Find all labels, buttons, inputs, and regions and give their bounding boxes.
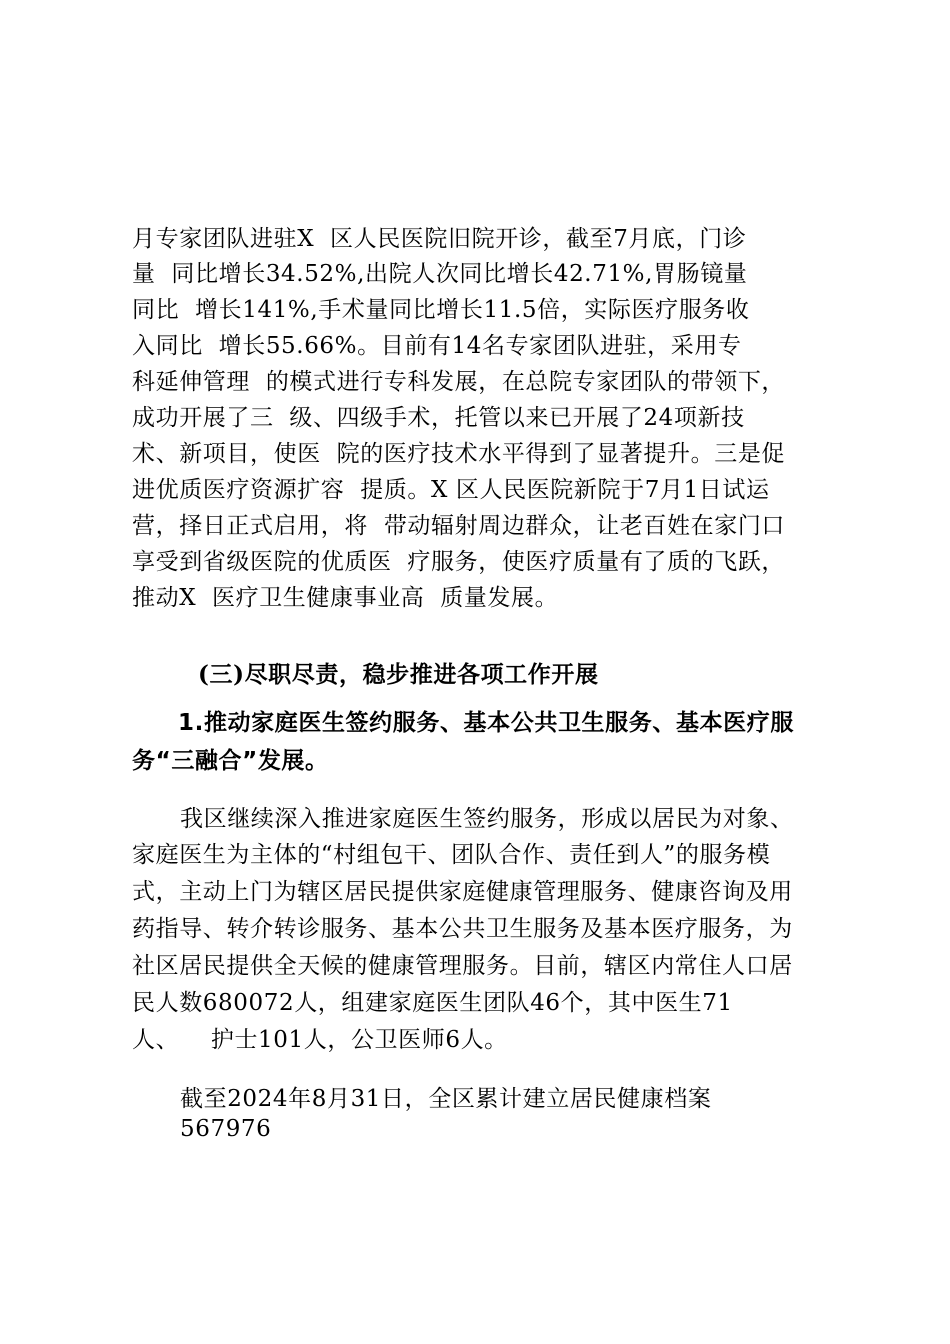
paragraph1-line-10: 享受到省级医院的优质医 疗服务，使医疗质量有了质的飞跃，	[132, 549, 786, 575]
item1-heading-line-1: 1.推动家庭医生签约服务、基本公共卫生服务、基本医疗服	[178, 710, 794, 736]
paragraph2-line-2: 家庭医生为主体的“村组包干、团队合作、责任到人”的服务模	[132, 842, 771, 868]
paragraph1-line-2: 量 同比增长34.52%,出院人次同比增长42.71%,胃肠镜量	[132, 261, 748, 287]
paragraph1-line-8: 进优质医疗资源扩容 提质。X 区人民医院新院于7月1日试运	[132, 477, 770, 503]
paragraph1-line-11: 推动X 医疗卫生健康事业高 质量发展。	[132, 585, 559, 611]
paragraph2-line-7: 人、 护士101人，公卫医师6人。	[132, 1027, 508, 1053]
paragraph1-line-1: 月专家团队进驻X 区人民医院旧院开诊，截至7月底，门诊	[132, 226, 747, 252]
paragraph3-line-1: 截至2024年8月31日，全区累计建立居民健康档案	[180, 1086, 712, 1112]
paragraph1-line-3: 同比 增长141%,手术量同比增长11.5倍，实际医疗服务收	[132, 297, 750, 323]
section3-heading: (三)尽职尽责，稳步推进各项工作开展	[198, 661, 599, 688]
paragraph1-line-7: 术、新项目，使医 院的医疗技术水平得到了显著提升。三是促	[132, 441, 786, 467]
paragraph1-line-6: 成功开展了三 级、四级手术，托管以来已开展了24项新技	[132, 405, 745, 431]
paragraph2-line-1: 我区继续深入推进家庭医生签约服务，形成以居民为对象、	[180, 806, 794, 832]
paragraph1-line-4: 入同比 增长55.66%。目前有14名专家团队进驻，采用专	[132, 333, 742, 359]
paragraph1-line-5: 科延伸管理 的模式进行专科发展，在总院专家团队的带领下，	[132, 369, 786, 395]
paragraph2-line-6: 民人数680072人，组建家庭医生团队46个，其中医生71	[132, 990, 733, 1016]
paragraph2-line-3: 式，主动上门为辖区居民提供家庭健康管理服务、健康咨询及用	[132, 879, 793, 905]
paragraph3-line-2: 567976	[180, 1116, 272, 1142]
paragraph2-line-5: 社区居民提供全天候的健康管理服务。目前，辖区内常住人口居	[132, 953, 793, 979]
paragraph2-line-4: 药指导、转介转诊服务、基本公共卫生服务及基本医疗服务，为	[132, 916, 793, 942]
item1-heading-line-2: 务“三融合”发展。	[132, 748, 329, 774]
paragraph1-line-9: 营，择日正式启用，将 带动辐射周边群众，让老百姓在家门口	[132, 513, 786, 539]
